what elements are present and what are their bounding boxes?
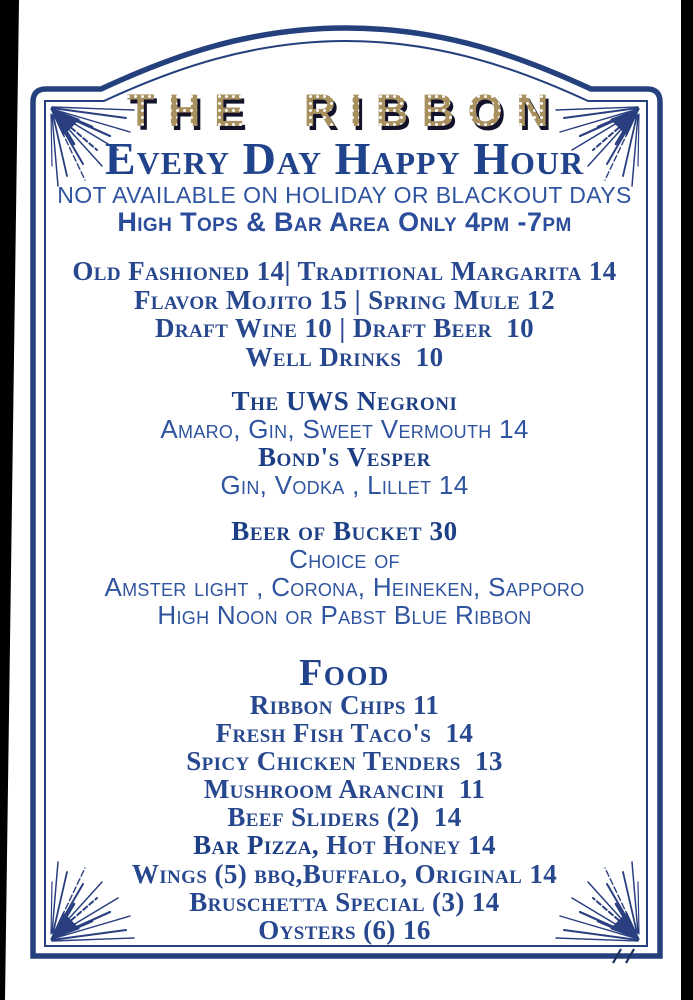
brand-logo	[48, 86, 641, 136]
beer-bucket-line: High Noon or Pabst Blue Ribbon	[157, 600, 532, 630]
beer-bucket-line: Choice of	[289, 544, 400, 574]
food-item-text: Oysters (6) 16	[258, 914, 431, 945]
food-item-text: Bruschetta Special (3) 14	[189, 886, 500, 917]
food-item-bold: Bar Pizza,	[193, 830, 320, 861]
food-item	[48, 691, 641, 719]
cocktail-ingredients: Gin, Vodka , Lillet 14	[220, 470, 469, 500]
availability-note: NOT AVAILABLE ON HOLIDAY OR BLACKOUT DAYS	[57, 182, 632, 208]
menu-line: Well Drinks 10	[245, 341, 444, 372]
food-item	[48, 916, 641, 944]
food-item-text: Hot Honey 14	[319, 830, 496, 861]
food-item-text: Ribbon Chips 11	[249, 690, 440, 720]
beer-bucket-title: Beer of Bucket 30	[231, 516, 458, 546]
food-section	[48, 691, 641, 944]
happy-hour-drinks-section	[48, 257, 641, 371]
food-item-text: Spicy Chicken Tenders 13	[186, 746, 503, 777]
food-item	[48, 775, 641, 803]
cocktails-section	[48, 387, 641, 499]
food-item	[48, 719, 641, 747]
menu-line: Draft Wine 10 | Draft Beer 10	[154, 313, 534, 343]
menu-line: Flavor Mojito 15 | Spring Mule 12	[134, 284, 555, 315]
food-item	[48, 888, 641, 916]
food-item-text: Fresh Fish Taco's 14	[215, 718, 474, 749]
food-item-text: Beef Sliders (2) 14	[227, 802, 462, 833]
food-item	[48, 831, 641, 859]
brand-logo-text: THE RIBBON	[126, 85, 563, 136]
menu-line: Old Fashioned 14| Traditional Margarita 14	[72, 256, 617, 286]
food-item-text: Mushroom Arancini 11	[203, 774, 486, 805]
hours-note: High Tops & Bar Area Only 4pm -7pm	[117, 207, 572, 237]
food-section-heading: Food	[299, 652, 390, 694]
food-item-text: Wings (5) bbq,Buffalo, Original 14	[131, 858, 558, 889]
beer-bucket-section	[48, 517, 641, 629]
cocktail-ingredients: Amaro, Gin, Sweet Vermouth 14	[160, 414, 529, 444]
cocktail-name: The UWS Negroni	[231, 386, 458, 416]
cocktail-name: Bond's Vesper	[257, 442, 432, 472]
food-item	[48, 747, 641, 775]
food-item	[48, 803, 641, 831]
beer-bucket-line: Amster light , Corona, Heineken, Sapporo	[104, 572, 585, 602]
page-title: Every Day Happy Hour	[104, 133, 585, 184]
food-item	[48, 860, 641, 888]
